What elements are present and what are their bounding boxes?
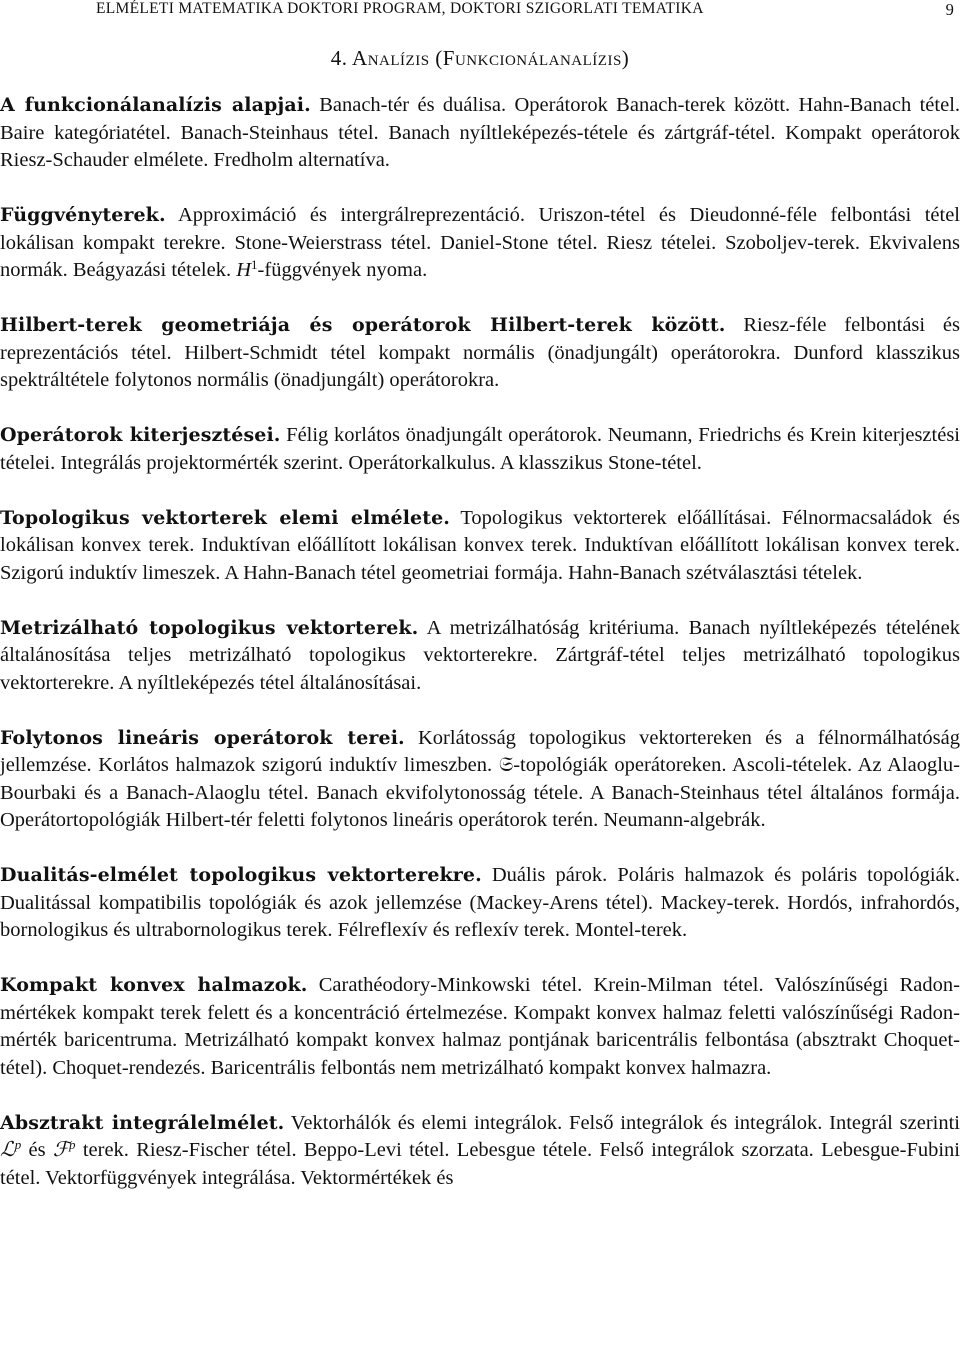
math-symbol-h: H: [236, 259, 252, 281]
paragraph-heading: Operátorok kiterjesztései.: [0, 424, 281, 446]
paragraph-abstract-integration: [0, 1110, 960, 1193]
paragraph-text: Banach-tér és duálisa. Operátorok Banach-terek között. Hahn-Banach tétel. Baire kategóriatétel. Banach-Steinhaus tétel. Banach nyíltleképezés-tétele és zártgráf-tétel. Kompakt operátorok Riesz-Schauder elmélete. Fredholm alternatíva.: [0, 94, 960, 171]
paragraph-heading: Hilbert-terek geometriája és operátorok Hilbert-terek között.: [0, 314, 726, 336]
paragraph-topological-vector-spaces: [0, 505, 960, 588]
paragraph-text: Approximáció és intergrálreprezentáció. Uriszon-tétel és Dieudonné-féle felbontási tétel lokálisan kompakt terekre. Stone-Weierstrass tétel. Daniel-Stone tétel. Riesz tételei. Szoboljev-terek. Ekvivalens normák. Beágyazási tételek.: [0, 204, 960, 281]
paragraph-hilbert-spaces: [0, 312, 960, 395]
paragraph-text-end: -függvények nyoma.: [257, 259, 428, 281]
paragraph-continuous-linear-operators: [0, 725, 960, 835]
running-title: ELMÉLETI MATEMATIKA DOKTORI PROGRAM, DOKTORI SZIGORLATI TEMATIKA: [96, 0, 704, 17]
paragraph-heading: Folytonos lineáris operátorok terei.: [0, 726, 405, 749]
paragraph-text-end: terek. Riesz-Fischer tétel. Beppo-Levi tétel. Lebesgue tétele. Felső integrálok szorzata. Lebesgue-Fubini tétel. Vektorfüggvények integrálása. Vektormértékek és: [0, 1139, 960, 1189]
math-superscript-p: p: [69, 1137, 76, 1152]
paragraph-text: Duális párok. Poláris halmazok és poláris topológiák. Dualitással kompatibilis topológiák és azok jellemzése (Mackey-Arens tétel). Mackey-terek. Hordós, infrahordós, bornologikus és ultrabornologikus terek. Félreflexív és reflexív terek. Montel-terek.: [0, 864, 960, 941]
page-header: [0, 0, 960, 26]
paragraph-text: Topologikus vektorterek előállításai. Félnormacsaládok és lokálisan konvex terek. Induktívan előállított lokálisan konvex terek. Induktívan előállított lokálisan konvex terek. Szigorú induktív limeszek. A Hahn-Banach tétel geometriai formája. Hahn-Banach szétválasztási tételek.: [0, 506, 960, 584]
paragraph-text: Korlátosság topologikus vektortereken és a félnormálhatóság jellemzése. Korlátos halmazok szigorú induktív limeszben. 𝔖-topológiák operátoreken. Ascoli-tételek. Az Alaoglu-Bourbaki és a Banach-Alaoglu tétel. Banach ekvifolytonosság tétele. A Banach-Steinhaus tétel általános formája. Operátortopológiák Hilbert-tér feletti folytonos lineáris operátorok terén. Neumann-algebrák.: [0, 726, 960, 831]
paragraph-text: Carathéodory-Minkowski tétel. Krein-Milman tétel. Valószínűségi Radon-mértékek kompakt terek felett és a koncentráció értelmezése. Kompakt konvex halmaz feletti valószínűségi Radon-mérték baricentruma. Metrizálható kompakt konvex halmaz pontjának baricentrális felbontása (absztrakt Choquet-tétel). Choquet-rendezés. Baricentrális felbontás nem metrizálható kompakt konvex halmazra.: [0, 974, 960, 1079]
math-symbol-script-f: ℱ: [52, 1139, 70, 1161]
paragraph-duality-theory: [0, 862, 960, 945]
paragraph-heading: A funkcionálanalízis alapjai.: [0, 94, 311, 116]
paragraph-heading: Dualitás-elmélet topologikus vektorterekre.: [0, 864, 482, 886]
paragraph-heading: Függvényterek.: [0, 204, 166, 226]
paragraph-heading: Kompakt konvex halmazok.: [0, 974, 308, 996]
paragraph-heading: Topologikus vektorterek elemi elmélete.: [0, 506, 451, 529]
section-title: 4. Analízis (Funkcionálanalízis): [330, 46, 630, 70]
page-number: 9: [945, 0, 954, 19]
document-body: [0, 92, 960, 1192]
paragraph-heading: Metrizálható topologikus vektorterek.: [0, 616, 419, 639]
paragraph-text: Riesz-féle felbontási és reprezentációs tétel. Hilbert-Schmidt tétel kompakt normális (önadjungált) operátorokra. Dunford klasszikus spektráltétele folytonos normális (önadjungált) operátorokra.: [0, 314, 960, 391]
paragraph-metrizable-spaces: [0, 615, 960, 698]
paragraph-text-mid: és: [21, 1139, 53, 1161]
paragraph-heading: Absztrakt integrálelmélet.: [0, 1111, 285, 1134]
math-superscript: 1: [251, 257, 258, 272]
paragraph-functional-analysis-basics: [0, 92, 960, 175]
paragraph-compact-convex-sets: [0, 972, 960, 1082]
paragraph-text: A metrizálhatóság kritériuma. Banach nyíltleképezés tételének általánosítása teljes metrizálható topologikus vektorterekre. Zártgráf-tétel teljes metrizálható topologikus vektorterekre. A nyíltleképezés tétel általánosításai.: [0, 616, 960, 694]
math-symbol-script-l: ℒ: [0, 1139, 15, 1161]
paragraph-text: Félig korlátos önadjungált operátorok. Neumann, Friedrichs és Krein kiterjesztési tételei. Integrálás projektormérték szerint. Operátorkalkulus. A klasszikus Stone-tétel.: [0, 424, 960, 474]
math-superscript-p: p: [14, 1137, 22, 1152]
paragraph-text: Vektorhálók és elemi integrálok. Felső integrálok és integrálok. Integrál szerinti: [284, 1111, 960, 1134]
paragraph-function-spaces: [0, 202, 960, 285]
paragraph-operator-extensions: [0, 422, 960, 477]
